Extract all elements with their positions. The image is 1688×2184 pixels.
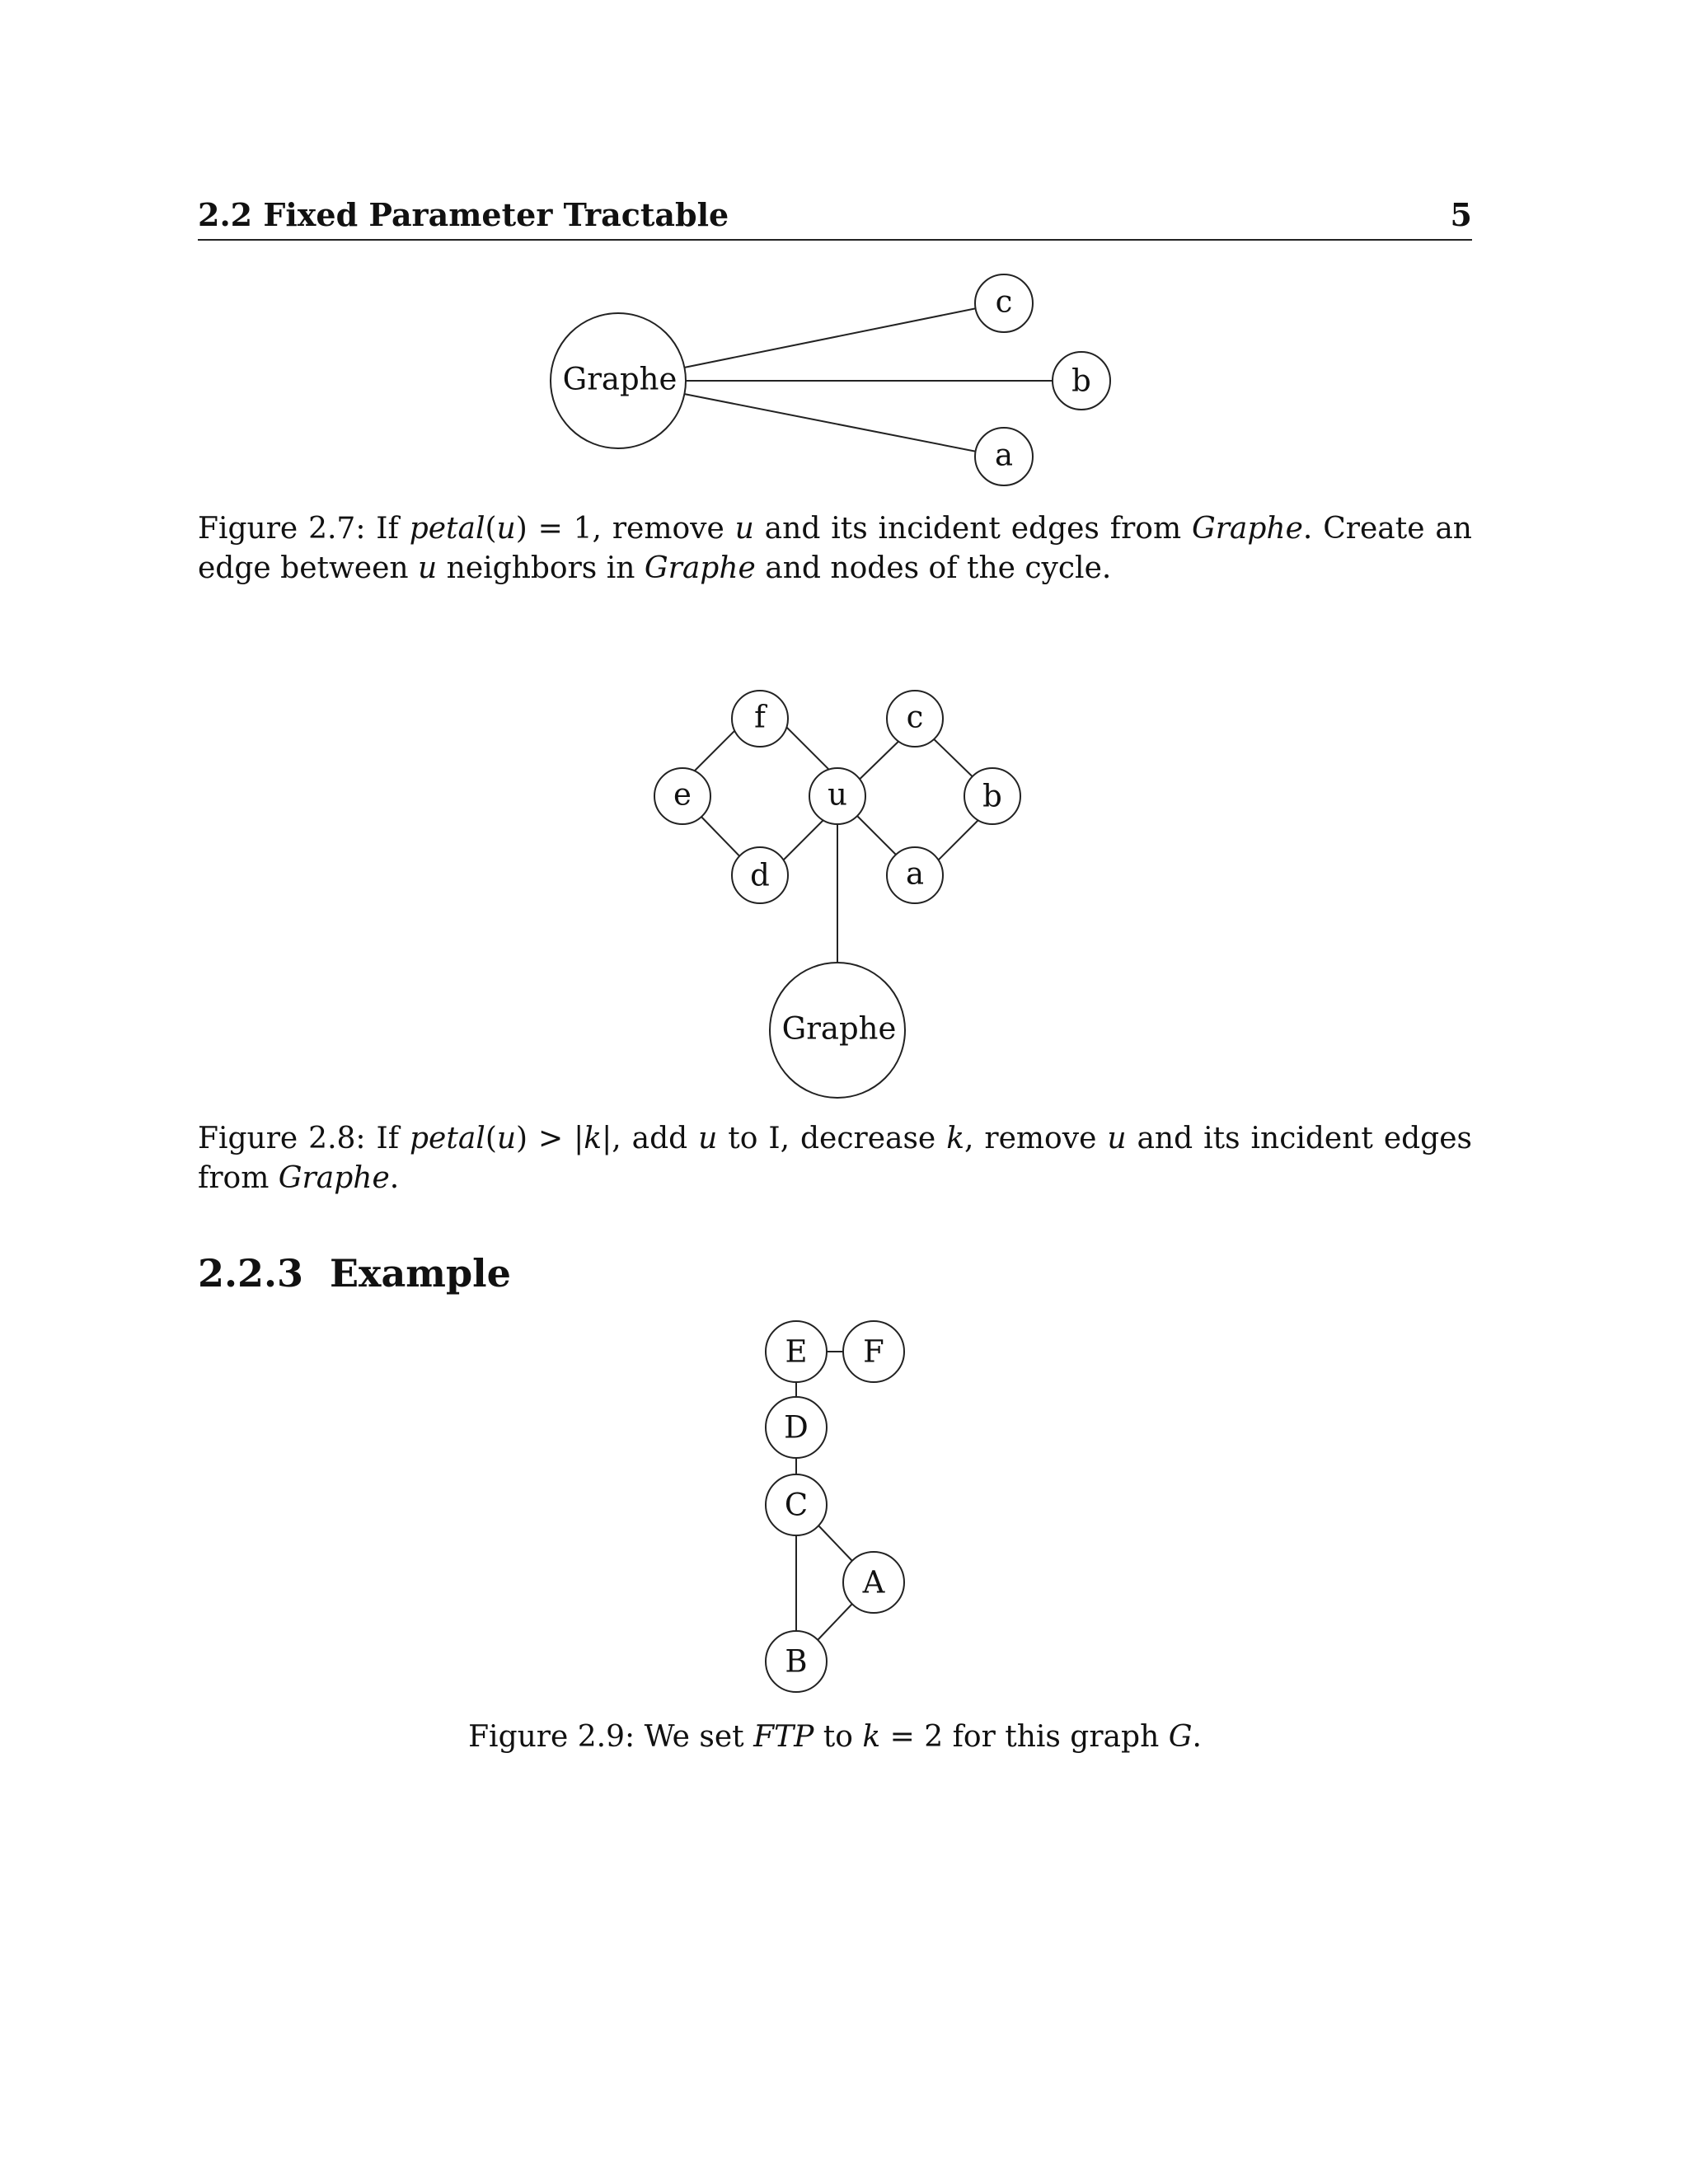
node-a-label: a	[994, 437, 1014, 473]
edge-A-B	[818, 1604, 852, 1640]
edge-C-A	[818, 1525, 852, 1561]
node-b-label: b	[1071, 363, 1091, 399]
node-d-label: d	[750, 857, 770, 893]
node-graphe-label: Graphe	[781, 1010, 897, 1047]
node-c-label: c	[995, 284, 1013, 320]
figure-2-9-caption: Figure 2.9: We set FTP to k = 2 for this graph G.	[468, 1720, 1202, 1754]
node-D-label: D	[784, 1409, 809, 1446]
node-F-label: F	[863, 1333, 884, 1370]
section-number: 2.2.3	[198, 1251, 304, 1296]
node-A-label: A	[862, 1564, 885, 1601]
node-e-label: e	[673, 776, 692, 813]
node-E-label: E	[785, 1333, 808, 1370]
node-c-label: c	[906, 699, 924, 735]
figure-2-8-caption: Figure 2.8: If petal(u) > |k|, add u to I, decrease k, remove u and its incident edges from Graphe.	[198, 1122, 1472, 1195]
node-C-label: C	[784, 1487, 809, 1523]
running-title: 2.2 Fixed Parameter Tractable	[198, 196, 729, 233]
figure-2-7-caption: Figure 2.7: If petal(u) = 1, remove u and its incident edges from Graphe. Create an edge between u neighbors in Graphe and nodes of the cycle.	[198, 512, 1472, 585]
node-graphe-label: Graphe	[562, 361, 678, 397]
page-number: 5	[1450, 196, 1472, 233]
node-u-label: u	[828, 776, 847, 813]
section-title: Example	[330, 1251, 511, 1296]
node-B-label: B	[785, 1643, 808, 1680]
node-b-label: b	[982, 778, 1002, 814]
node-f-label: f	[754, 699, 766, 735]
node-a-label: a	[905, 855, 925, 892]
